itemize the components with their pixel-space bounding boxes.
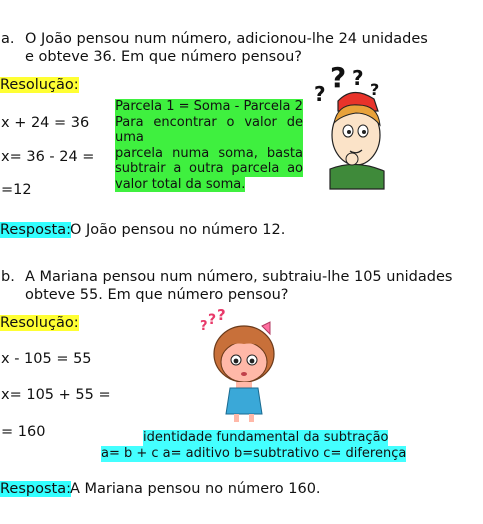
step-b-2: x= 105 + 55 =: [1, 387, 111, 403]
rule-box-line3: parcela numa soma, basta: [115, 145, 303, 161]
thinking-boy-illustration: [308, 63, 388, 193]
question-a-letter: a.: [1, 31, 15, 47]
identity-box-line1: identidade fundamental da subtração: [143, 430, 389, 445]
step-b-1: x - 105 = 55: [1, 351, 92, 367]
svg-text:?: ?: [217, 308, 226, 324]
rule-box-sum: [115, 99, 303, 192]
thinking-girl-illustration: [198, 308, 280, 424]
step-a-2: x= 36 - 24 =: [1, 149, 95, 165]
identity-box-line2: a= b + c a= aditivo b=subtrativo c= diferença: [101, 446, 407, 461]
resolution-label-a: Resolução:: [0, 77, 79, 93]
question-b-letter: b.: [1, 269, 15, 285]
answer-a: O João pensou no número 12.: [70, 222, 286, 238]
svg-text:?: ?: [314, 82, 326, 106]
question-b-line1: A Mariana pensou num número, subtraiu-lhe 105 unidades: [25, 269, 453, 285]
svg-text:?: ?: [330, 63, 347, 94]
step-a-3: =12: [1, 182, 32, 198]
answer-label-a: Resposta:: [0, 222, 71, 238]
svg-text:?: ?: [200, 319, 208, 334]
resolution-label-b: Resolução:: [0, 315, 79, 331]
rule-box-line2: Para encontrar o valor de uma: [115, 114, 303, 145]
question-a-line2: e obteve 36. Em que número pensou?: [25, 49, 302, 65]
rule-box-line1: Parcela 1 = Soma - Parcela 2: [115, 99, 303, 114]
svg-text:?: ?: [352, 66, 364, 90]
rule-box-line4: subtrair a outra parcela ao: [115, 161, 303, 176]
rule-box-line5: valor total da soma.: [115, 176, 246, 192]
answer-b: A Mariana pensou no número 160.: [70, 481, 321, 497]
answer-label-b: Resposta:: [0, 481, 71, 497]
question-b-line2: obteve 55. Em que número pensou?: [25, 287, 289, 303]
svg-text:?: ?: [370, 80, 380, 99]
step-a-1: x + 24 = 36: [1, 115, 90, 131]
step-b-3: = 160: [1, 424, 46, 440]
svg-text:?: ?: [208, 312, 217, 328]
question-a-line1: O João pensou num número, adicionou-lhe 24 unidades: [25, 31, 428, 47]
